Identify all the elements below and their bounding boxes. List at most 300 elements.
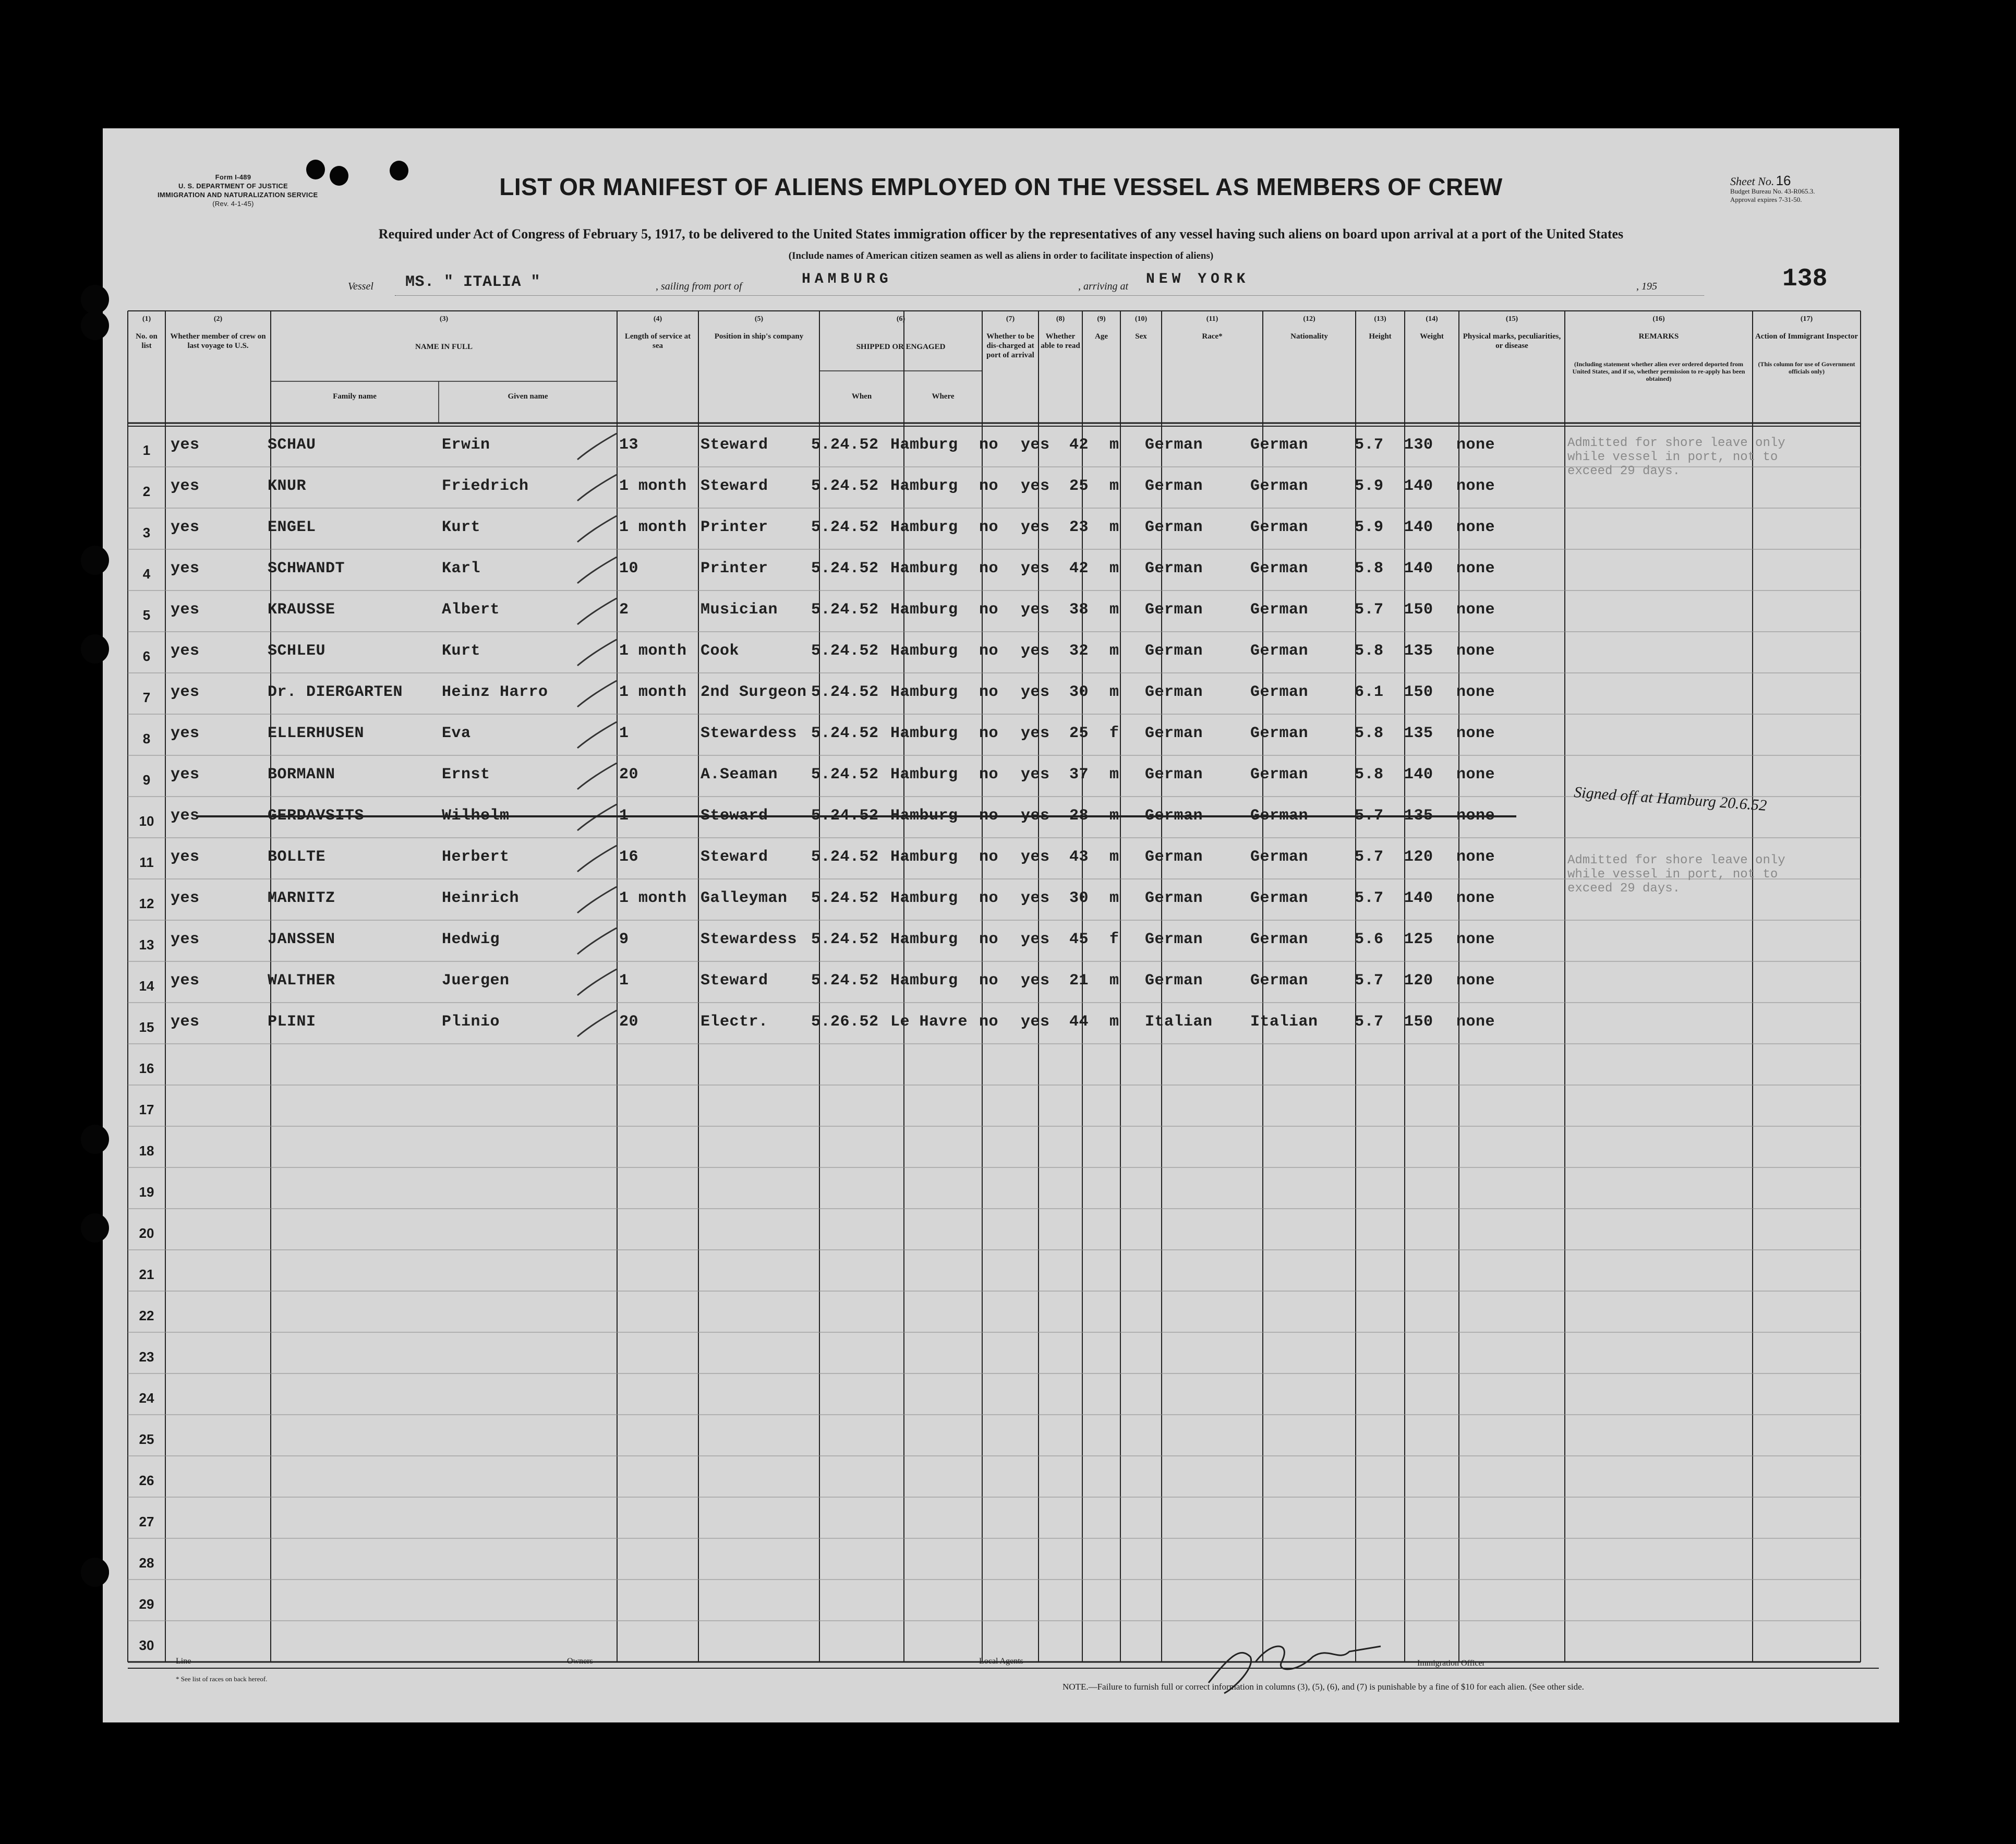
column-label: Nationality bbox=[1290, 332, 1328, 341]
row-number: 7 bbox=[142, 690, 151, 705]
cell-nationality: German bbox=[1250, 436, 1309, 454]
column-label: REMARKS bbox=[1638, 332, 1679, 341]
table-row bbox=[103, 931, 1899, 972]
cell-service: 10 bbox=[619, 560, 639, 577]
cell-marks: none bbox=[1456, 560, 1495, 577]
table-row bbox=[103, 784, 1899, 848]
cell-height: 5.7 bbox=[1355, 972, 1384, 990]
row-number: 16 bbox=[139, 1060, 154, 1076]
footer-note: NOTE.—Failure to furnish full or correct information in columns (3), (5), (6), and (7) is punishable by a fine of $10 for each alien. (See other side. bbox=[1063, 1682, 1584, 1692]
cell-discharged: no bbox=[979, 807, 999, 825]
cell-sex: m bbox=[1109, 807, 1119, 825]
cell-weight: 150 bbox=[1404, 601, 1433, 619]
cell-family: KNUR bbox=[268, 477, 307, 495]
row-number: 30 bbox=[139, 1637, 154, 1653]
cell-weight: 150 bbox=[1404, 1013, 1433, 1031]
cell-given: Heinz Harro bbox=[442, 683, 548, 701]
cell-family: KRAUSSE bbox=[268, 601, 335, 619]
cell-position: Galleyman bbox=[701, 889, 788, 907]
cell-weight: 135 bbox=[1404, 725, 1433, 742]
cell-age: 37 bbox=[1069, 766, 1089, 784]
subtitle: Required under Act of Congress of February 5, 1917, to be delivered to the United States immigration officer by the representatives of any vessel having such aliens on board upon arrival at a port of the United States bbox=[378, 226, 1624, 242]
cell-prev: yes bbox=[171, 766, 200, 784]
check-mark bbox=[572, 967, 619, 998]
cell-discharged: no bbox=[979, 848, 999, 866]
cell-when: 5.24.52 bbox=[811, 848, 879, 866]
column-number: (14) bbox=[1426, 315, 1438, 323]
cell-sex: m bbox=[1109, 889, 1119, 907]
check-mark bbox=[572, 925, 619, 957]
cell-marks: none bbox=[1456, 436, 1495, 454]
cell-age: 43 bbox=[1069, 848, 1089, 866]
row-number: 10 bbox=[139, 813, 154, 829]
cell-position: Steward bbox=[701, 807, 768, 825]
cell-given: Juergen bbox=[442, 972, 510, 990]
cell-age: 44 bbox=[1069, 1013, 1089, 1031]
column-number: (16) bbox=[1652, 315, 1665, 323]
row-number: 25 bbox=[139, 1431, 154, 1447]
table-row bbox=[103, 1013, 1899, 1054]
cell-when: 5.24.52 bbox=[811, 519, 879, 536]
cell-discharged: no bbox=[979, 477, 999, 495]
cell-marks: none bbox=[1456, 931, 1495, 948]
cell-family: ENGEL bbox=[268, 519, 316, 536]
cell-position: Steward bbox=[701, 972, 768, 990]
cell-discharged: no bbox=[979, 1013, 999, 1031]
strike-line bbox=[197, 815, 1516, 817]
cell-nationality: German bbox=[1250, 642, 1309, 660]
cell-height: 5.7 bbox=[1355, 1013, 1384, 1031]
cell-family: MARNITZ bbox=[268, 889, 335, 907]
remark-handwritten: Signed off at Hamburg 20.6.52 bbox=[1573, 784, 1768, 814]
column-label: Height bbox=[1369, 332, 1392, 341]
cell-sex: m bbox=[1109, 642, 1119, 660]
cell-age: 42 bbox=[1069, 560, 1089, 577]
cell-position: Musician bbox=[701, 601, 778, 619]
cell-weight: 130 bbox=[1404, 436, 1433, 454]
column-number: (5) bbox=[754, 315, 764, 323]
cell-height: 5.7 bbox=[1355, 436, 1384, 454]
cell-family: SCHAU bbox=[268, 436, 316, 454]
row-number: 11 bbox=[139, 854, 154, 870]
cell-height: 5.6 bbox=[1355, 931, 1384, 948]
cell-read: yes bbox=[1021, 972, 1050, 990]
cell-when: 5.24.52 bbox=[811, 477, 879, 495]
column-note: (This column for use of Government officials only) bbox=[1758, 360, 1855, 375]
table-row bbox=[103, 477, 1899, 519]
cell-nationality: German bbox=[1250, 477, 1309, 495]
cell-sex: m bbox=[1109, 601, 1119, 619]
cell-height: 5.8 bbox=[1355, 560, 1384, 577]
cell-weight: 140 bbox=[1404, 477, 1433, 495]
cell-given: Friedrich bbox=[442, 477, 529, 495]
cell-when: 5.24.52 bbox=[811, 560, 879, 577]
cell-nationality: German bbox=[1250, 972, 1309, 990]
cell-position: Steward bbox=[701, 477, 768, 495]
cell-race: German bbox=[1145, 519, 1203, 536]
vessel-line: Vessel MS. " ITALIA " , sailing from port of HAMBURG , arriving at NEW YORK , 195 bbox=[103, 269, 1899, 300]
cell-sex: m bbox=[1109, 1013, 1119, 1031]
cell-read: yes bbox=[1021, 766, 1050, 784]
cell-service: 1 month bbox=[619, 477, 687, 495]
column-number: (17) bbox=[1800, 315, 1813, 323]
cell-sex: m bbox=[1109, 477, 1119, 495]
cell-read: yes bbox=[1021, 519, 1050, 536]
row-number: 4 bbox=[142, 566, 151, 582]
cell-prev: yes bbox=[171, 1013, 200, 1031]
cell-where: Hamburg bbox=[890, 642, 958, 660]
cell-height: 5.8 bbox=[1355, 766, 1384, 784]
cell-prev: yes bbox=[171, 436, 200, 454]
cell-nationality: German bbox=[1250, 519, 1309, 536]
cell-age: 23 bbox=[1069, 519, 1089, 536]
cell-discharged: no bbox=[979, 725, 999, 742]
cell-marks: none bbox=[1456, 601, 1495, 619]
cell-position: A.Seaman bbox=[701, 766, 778, 784]
cell-read: yes bbox=[1021, 683, 1050, 701]
cell-family: JANSSEN bbox=[268, 931, 335, 948]
cell-prev: yes bbox=[171, 601, 200, 619]
column-label: Sex bbox=[1135, 332, 1147, 341]
table-row bbox=[103, 560, 1899, 601]
cell-discharged: no bbox=[979, 560, 999, 577]
cell-marks: none bbox=[1456, 642, 1495, 660]
check-mark bbox=[572, 884, 619, 915]
cell-given: Karl bbox=[442, 560, 481, 577]
cell-discharged: no bbox=[979, 889, 999, 907]
footer: Line Owners Local Agents Immigration Officer * See list of races on back hereof. NOTE.—Failure to furnish full or correct information in columns (3), (5), (6), and (7) is punishable by a fine of $10 for each alien. (See other side. bbox=[176, 1657, 1584, 1692]
cell-given: Albert bbox=[442, 601, 500, 619]
page-stamp-number: 138 bbox=[1782, 265, 1828, 293]
cell-prev: yes bbox=[171, 519, 200, 536]
column-number: (3) bbox=[439, 315, 449, 323]
row-number: 24 bbox=[139, 1390, 154, 1406]
cell-where: Hamburg bbox=[890, 889, 958, 907]
cell-where: Hamburg bbox=[890, 519, 958, 536]
cell-prev: yes bbox=[171, 477, 200, 495]
cell-weight: 125 bbox=[1404, 931, 1433, 948]
cell-when: 5.26.52 bbox=[811, 1013, 879, 1031]
cell-marks: none bbox=[1456, 889, 1495, 907]
cell-prev: yes bbox=[171, 725, 200, 742]
departure-port: HAMBURG bbox=[802, 271, 892, 287]
cell-marks: none bbox=[1456, 848, 1495, 866]
cell-age: 45 bbox=[1069, 931, 1089, 948]
cell-weight: 140 bbox=[1404, 560, 1433, 577]
column-number: (15) bbox=[1505, 315, 1518, 323]
cell-sex: m bbox=[1109, 436, 1119, 454]
row-number: 2 bbox=[142, 484, 151, 499]
cell-read: yes bbox=[1021, 642, 1050, 660]
cell-read: yes bbox=[1021, 889, 1050, 907]
check-mark bbox=[572, 472, 619, 503]
column-sublabel: Where bbox=[932, 392, 955, 401]
cell-where: Hamburg bbox=[890, 725, 958, 742]
cell-where: Hamburg bbox=[890, 972, 958, 990]
cell-weight: 140 bbox=[1404, 889, 1433, 907]
check-mark bbox=[572, 637, 619, 668]
column-number: (11) bbox=[1206, 315, 1218, 323]
arrival-port: NEW YORK bbox=[1146, 271, 1250, 287]
cell-age: 42 bbox=[1069, 436, 1089, 454]
row-number: 21 bbox=[139, 1267, 154, 1282]
cell-race: German bbox=[1145, 848, 1203, 866]
column-number: (12) bbox=[1303, 315, 1315, 323]
cell-age: 32 bbox=[1069, 642, 1089, 660]
cell-when: 5.24.52 bbox=[811, 436, 879, 454]
cell-weight: 120 bbox=[1404, 848, 1433, 866]
cell-read: yes bbox=[1021, 436, 1050, 454]
column-sublabel: When bbox=[851, 392, 872, 401]
column-sublabel: Given name bbox=[508, 392, 548, 401]
column-number: (8) bbox=[1056, 315, 1065, 323]
row-number: 27 bbox=[139, 1514, 154, 1529]
cell-sex: m bbox=[1109, 972, 1119, 990]
cell-given: Hedwig bbox=[442, 931, 500, 948]
check-mark bbox=[572, 843, 619, 874]
cell-family: WALTHER bbox=[268, 972, 335, 990]
cell-when: 5.24.52 bbox=[811, 931, 879, 948]
column-number: (9) bbox=[1097, 315, 1106, 323]
row-number: 28 bbox=[139, 1555, 154, 1571]
table-row bbox=[103, 972, 1899, 1013]
cell-discharged: no bbox=[979, 436, 999, 454]
cell-given: Ernst bbox=[442, 766, 490, 784]
cell-age: 21 bbox=[1069, 972, 1089, 990]
cell-position: Printer bbox=[701, 519, 768, 536]
cell-age: 25 bbox=[1069, 477, 1089, 495]
row-number: 9 bbox=[142, 772, 151, 788]
row-number: 8 bbox=[142, 731, 151, 746]
cell-height: 5.9 bbox=[1355, 519, 1384, 536]
cell-given: Herbert bbox=[442, 848, 510, 866]
cell-race: German bbox=[1145, 560, 1203, 577]
column-label: Age bbox=[1095, 332, 1108, 341]
sheet-number: Sheet No. 16 Budget Bureau No. 43-R065.3. Approval expires 7-31-50. bbox=[1730, 173, 1815, 203]
cell-prev: yes bbox=[171, 889, 200, 907]
row-number: 29 bbox=[139, 1596, 154, 1612]
cell-race: German bbox=[1145, 889, 1203, 907]
cell-height: 5.7 bbox=[1355, 848, 1384, 866]
check-mark bbox=[572, 719, 619, 751]
cell-position: 2nd Surgeon bbox=[701, 683, 807, 701]
cell-marks: none bbox=[1456, 725, 1495, 742]
cell-marks: none bbox=[1456, 683, 1495, 701]
cell-family: Dr. DIERGARTEN bbox=[268, 683, 403, 701]
row-number: 22 bbox=[139, 1308, 154, 1323]
cell-service: 16 bbox=[619, 848, 639, 866]
cell-nationality: German bbox=[1250, 766, 1309, 784]
check-mark bbox=[572, 802, 619, 833]
cell-position: Cook bbox=[701, 642, 740, 660]
column-number: (6) bbox=[896, 315, 906, 323]
cell-discharged: no bbox=[979, 519, 999, 536]
subtitle-note: (Include names of American citizen seamen as well as aliens in order to facilitate inspection of aliens) bbox=[788, 250, 1214, 261]
cell-marks: none bbox=[1456, 972, 1495, 990]
cell-nationality: German bbox=[1250, 807, 1309, 825]
cell-family: ELLERHUSEN bbox=[268, 725, 365, 742]
cell-height: 5.8 bbox=[1355, 725, 1384, 742]
cell-nationality: German bbox=[1250, 889, 1309, 907]
cell-sex: m bbox=[1109, 519, 1119, 536]
column-label: Position in ship's company bbox=[714, 332, 804, 341]
cell-marks: none bbox=[1456, 807, 1495, 825]
cell-weight: 135 bbox=[1404, 642, 1433, 660]
cell-where: Hamburg bbox=[890, 766, 958, 784]
cell-read: yes bbox=[1021, 1013, 1050, 1031]
cell-where: Hamburg bbox=[890, 807, 958, 825]
column-label: Whether member of crew on last voyage to U.S. bbox=[170, 332, 266, 350]
check-mark bbox=[572, 431, 619, 462]
cell-marks: none bbox=[1456, 519, 1495, 536]
row-number: 15 bbox=[139, 1019, 154, 1035]
cell-discharged: no bbox=[979, 642, 999, 660]
cell-read: yes bbox=[1021, 725, 1050, 742]
sheet-number-value: 16 bbox=[1776, 173, 1791, 188]
cell-age: 30 bbox=[1069, 889, 1089, 907]
cell-race: German bbox=[1145, 807, 1203, 825]
cell-nationality: German bbox=[1250, 683, 1309, 701]
cell-discharged: no bbox=[979, 683, 999, 701]
cell-height: 5.9 bbox=[1355, 477, 1384, 495]
cell-where: Le Havre bbox=[890, 1013, 968, 1031]
column-label: SHIPPED OR ENGAGED bbox=[856, 343, 946, 351]
cell-sex: f bbox=[1109, 931, 1119, 948]
column-number: (10) bbox=[1134, 315, 1148, 323]
manifest-sheet bbox=[103, 128, 1899, 1722]
cell-where: Hamburg bbox=[890, 848, 958, 866]
row-number: 20 bbox=[139, 1225, 154, 1241]
cell-sex: m bbox=[1109, 766, 1119, 784]
check-mark bbox=[572, 761, 619, 792]
check-mark bbox=[572, 678, 619, 709]
cell-read: yes bbox=[1021, 560, 1050, 577]
cell-when: 5.24.52 bbox=[811, 972, 879, 990]
cell-read: yes bbox=[1021, 807, 1050, 825]
cell-race: German bbox=[1145, 601, 1203, 619]
cell-given: Erwin bbox=[442, 436, 490, 454]
row-number: 17 bbox=[139, 1102, 154, 1117]
column-label: No. on list bbox=[136, 332, 158, 350]
cell-when: 5.24.52 bbox=[811, 807, 879, 825]
cell-position: Stewardess bbox=[701, 931, 798, 948]
cell-marks: none bbox=[1456, 1013, 1495, 1031]
cell-nationality: Italian bbox=[1250, 1013, 1318, 1031]
row-number: 5 bbox=[142, 607, 151, 623]
cell-sex: m bbox=[1109, 560, 1119, 577]
cell-race: German bbox=[1145, 972, 1203, 990]
column-label: Weight bbox=[1420, 332, 1444, 341]
cell-nationality: German bbox=[1250, 725, 1309, 742]
cell-where: Hamburg bbox=[890, 436, 958, 454]
cell-position: Steward bbox=[701, 848, 768, 866]
cell-race: Italian bbox=[1145, 1013, 1213, 1031]
cell-prev: yes bbox=[171, 972, 200, 990]
column-label: Whether to be dis-charged at port of arrival bbox=[986, 332, 1034, 359]
table-row bbox=[103, 725, 1899, 766]
cell-age: 25 bbox=[1069, 725, 1089, 742]
cell-race: German bbox=[1145, 683, 1203, 701]
cell-race: German bbox=[1145, 766, 1203, 784]
cell-service: 2 bbox=[619, 601, 629, 619]
cell-discharged: no bbox=[979, 601, 999, 619]
column-label: Race* bbox=[1202, 332, 1223, 341]
cell-where: Hamburg bbox=[890, 601, 958, 619]
check-mark bbox=[572, 1008, 619, 1039]
column-label: Length of service at sea bbox=[624, 332, 691, 350]
cell-where: Hamburg bbox=[890, 477, 958, 495]
column-number: (2) bbox=[213, 315, 223, 323]
cell-family: GERDAVSITS bbox=[268, 807, 365, 825]
cell-discharged: no bbox=[979, 931, 999, 948]
cell-prev: yes bbox=[171, 931, 200, 948]
cell-family: PLINI bbox=[268, 1013, 316, 1031]
cell-given: Kurt bbox=[442, 642, 481, 660]
cell-discharged: no bbox=[979, 766, 999, 784]
cell-service: 1 month bbox=[619, 683, 687, 701]
column-label: Action of Immigrant Inspector bbox=[1755, 332, 1858, 341]
cell-family: BORMANN bbox=[268, 766, 335, 784]
cell-prev: yes bbox=[171, 807, 200, 825]
cell-sex: m bbox=[1109, 683, 1119, 701]
cell-weight: 120 bbox=[1404, 972, 1433, 990]
row-number: 23 bbox=[139, 1349, 154, 1365]
vessel-name: MS. " ITALIA " bbox=[405, 273, 541, 291]
remarks-stamp: Admitted for shore leave only while vessel in port, not to exceed 29 days. bbox=[1567, 436, 1785, 478]
cell-height: 6.1 bbox=[1355, 683, 1384, 701]
cell-marks: none bbox=[1456, 766, 1495, 784]
cell-race: German bbox=[1145, 931, 1203, 948]
cell-service: 1 bbox=[619, 972, 629, 990]
cell-where: Hamburg bbox=[890, 560, 958, 577]
row-number: 1 bbox=[142, 442, 151, 458]
row-number: 6 bbox=[142, 648, 151, 664]
table-row bbox=[103, 519, 1899, 560]
cell-nationality: German bbox=[1250, 931, 1309, 948]
cell-service: 1 month bbox=[619, 889, 687, 907]
row-number: 18 bbox=[139, 1143, 154, 1159]
cell-prev: yes bbox=[171, 642, 200, 660]
cell-prev: yes bbox=[171, 560, 200, 577]
column-number: (7) bbox=[1006, 315, 1015, 323]
row-number: 3 bbox=[142, 525, 151, 540]
cell-where: Hamburg bbox=[890, 683, 958, 701]
row-number: 14 bbox=[139, 978, 154, 994]
cell-age: 28 bbox=[1069, 807, 1089, 825]
cell-weight: 135 bbox=[1404, 807, 1433, 825]
cell-when: 5.24.52 bbox=[811, 642, 879, 660]
cell-weight: 150 bbox=[1404, 683, 1433, 701]
cell-given: Wilhelm bbox=[442, 807, 510, 825]
cell-race: German bbox=[1145, 436, 1203, 454]
cell-age: 30 bbox=[1069, 683, 1089, 701]
cell-when: 5.24.52 bbox=[811, 889, 879, 907]
table-row bbox=[103, 601, 1899, 642]
cell-service: 9 bbox=[619, 931, 629, 948]
cell-where: Hamburg bbox=[890, 931, 958, 948]
cell-nationality: German bbox=[1250, 601, 1309, 619]
cell-race: German bbox=[1145, 477, 1203, 495]
form-identifier: Form I-489 U. S. DEPARTMENT OF JUSTICE IMMIGRATION AND NATURALIZATION SERVICE (Rev. 4-1-45) bbox=[158, 173, 318, 208]
cell-weight: 140 bbox=[1404, 766, 1433, 784]
cell-service: 1 month bbox=[619, 519, 687, 536]
cell-read: yes bbox=[1021, 477, 1050, 495]
cell-given: Kurt bbox=[442, 519, 481, 536]
row-number: 13 bbox=[139, 937, 154, 953]
check-mark bbox=[572, 513, 619, 545]
cell-sex: m bbox=[1109, 848, 1119, 866]
cell-service: 1 bbox=[619, 807, 629, 825]
